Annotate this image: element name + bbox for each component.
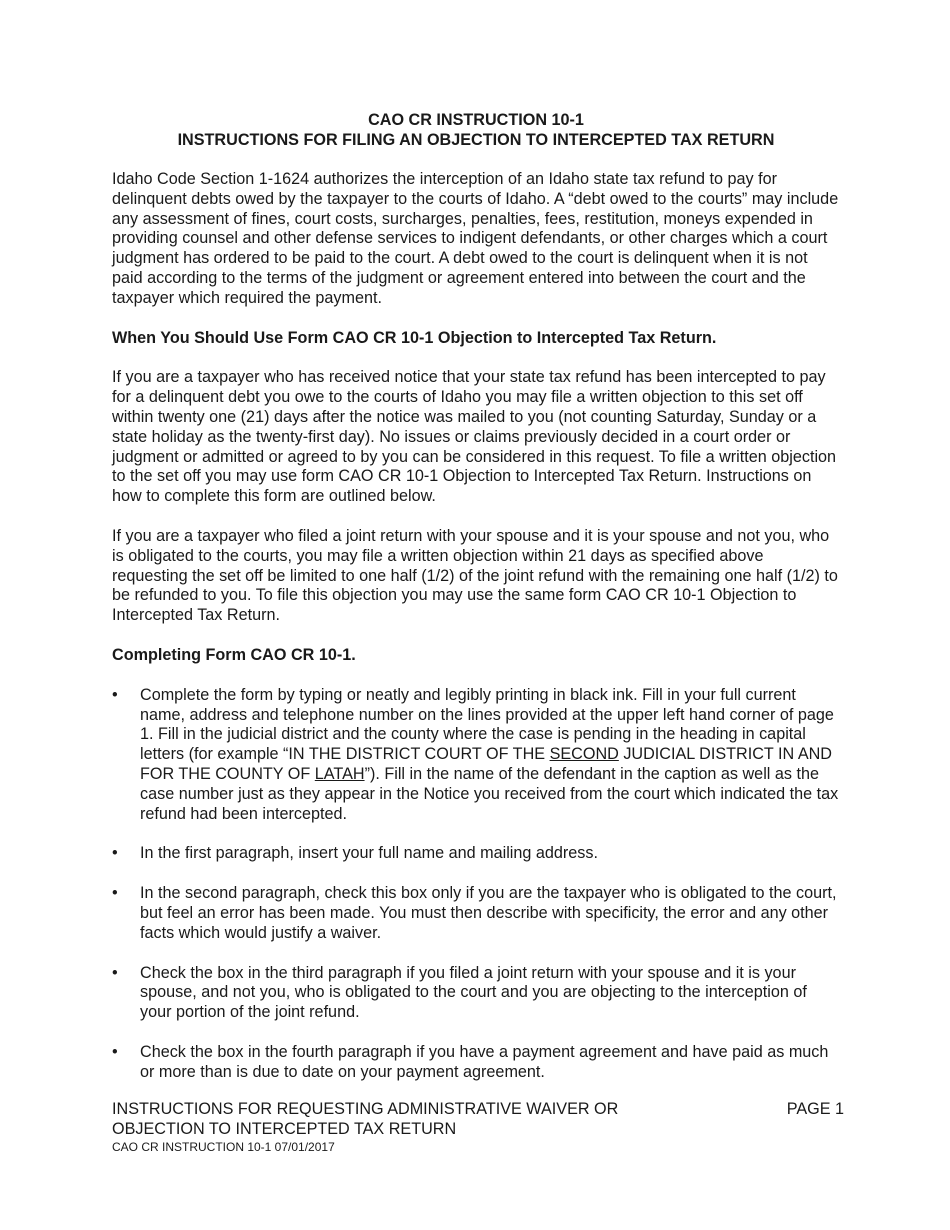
list-item-text: In the first paragraph, insert your full name and mailing address. xyxy=(140,844,598,863)
document-page xyxy=(112,110,840,1102)
list-item xyxy=(112,844,840,864)
intro-paragraph: Idaho Code Section 1-1624 authorizes the interception of an Idaho state tax refund to pay for delinquent debts owed by the taxpayer to the courts of Idaho. A “debt owed to the courts” may include any assessment of fines, court costs, surcharges, penalties, fees, restitution, moneys expended in providing counsel and other defense services to indigent defendants, or other charges which a court judgment has ordered to be paid to the court. A debt owed to the court is delinquent when it is not paid according to the terms of the judgment or agreement entered into between the court and the taxpayer which required the payment. xyxy=(112,170,839,307)
list-item xyxy=(112,1043,840,1083)
footer-title-line-2: OBJECTION TO INTERCEPTED TAX RETURN xyxy=(112,1119,457,1138)
list-item-text-part-3: ”). Fill in the name of the defendant in the caption as well as the case number just as they appear in the Notice you received from the court which indicated the tax refund had been intercepted. xyxy=(140,764,839,823)
section-heading-when-to-use: When You Should Use Form CAO CR 10-1 Objection to Intercepted Tax Return. xyxy=(112,328,717,347)
bullet-icon: • xyxy=(112,963,118,982)
bullet-icon: • xyxy=(112,884,118,903)
when-to-use-paragraph-2: If you are a taxpayer who filed a joint return with your spouse and it is your spouse and not you, who is obligated to the courts, you may file a written objection within 21 days as specified above requesting the set off be limited to one half (1/2) of the joint refund with the remaining one half (1/2) to be refunded to you. To file this objection you may use the same form CAO CR 10-1 Objection to Intercepted Tax Return. xyxy=(112,526,838,625)
list-item-text-part-2: JUDICIAL DISTRICT IN AND FOR THE COUNTY OF xyxy=(140,745,832,783)
list-item-text xyxy=(140,686,838,823)
when-to-use-paragraph-1: If you are a taxpayer who has received notice that your state tax refund has been intercepted to pay for a delinquent debt you owe to the courts of Idaho you may file a written objection to this set off within twenty one (21) days after the notice was mailed to you (not counting Saturday, Sunday or a state holiday as the twenty-first day). No issues or claims previously decided in a court order or judgment or admitted or agreed to by you can be considered in this request. To file a written objection to the set off you may use form CAO CR 10-1 Objection to Intercepted Tax Return. Instructions on how to complete this form are outlined below. xyxy=(112,368,837,506)
bullet-icon: • xyxy=(112,844,118,863)
bullet-icon: • xyxy=(112,685,118,704)
section-heading-completing-form: Completing Form CAO CR 10-1. xyxy=(112,645,356,664)
footer-form-id: CAO CR INSTRUCTION 10-1 07/01/2017 xyxy=(112,1139,335,1154)
title-line-2: INSTRUCTIONS FOR FILING AN OBJECTION TO INTERCEPTED TAX RETURN xyxy=(177,131,775,149)
list-item xyxy=(112,884,840,943)
list-item-text: Check the box in the third paragraph if you filed a joint return with your spouse and it is your spouse, and not you, who is obligated to the court and you are objecting to the interception of your portion of the joint refund. xyxy=(140,963,807,1022)
instruction-list xyxy=(112,686,840,1083)
page-footer xyxy=(112,1100,844,1154)
list-item-text-part-1: Complete the form by typing or neatly and legibly printing in black ink. Fill in your full current name, address and telephone number on the lines provided at the upper left hand corner of page 1. Fill in the judicial district and the county where the case is pending in the heading in capital letters (for example “IN THE DISTRICT COURT OF THE xyxy=(140,685,834,764)
underlined-example-district: SECOND xyxy=(549,745,619,764)
footer-title-line-1: INSTRUCTIONS FOR REQUESTING ADMINISTRATIVE WAIVER OR xyxy=(112,1100,619,1118)
list-item-text: Check the box in the fourth paragraph if you have a payment agreement and have paid as much or more than is due to date on your payment agreement. xyxy=(140,1042,829,1081)
list-item-text: In the second paragraph, check this box only if you are the taxpayer who is obligated to the court, but feel an error has been made. You must then describe with specificity, the error and any other facts which would justify a waiver. xyxy=(140,884,837,942)
page-number: PAGE 1 xyxy=(786,1100,844,1118)
underlined-example-county: LATAH xyxy=(314,764,365,783)
document-title xyxy=(112,110,840,150)
bullet-icon: • xyxy=(112,1042,118,1061)
list-item xyxy=(112,686,840,825)
list-item xyxy=(112,964,840,1023)
title-line-1: CAO CR INSTRUCTION 10-1 xyxy=(368,111,584,129)
